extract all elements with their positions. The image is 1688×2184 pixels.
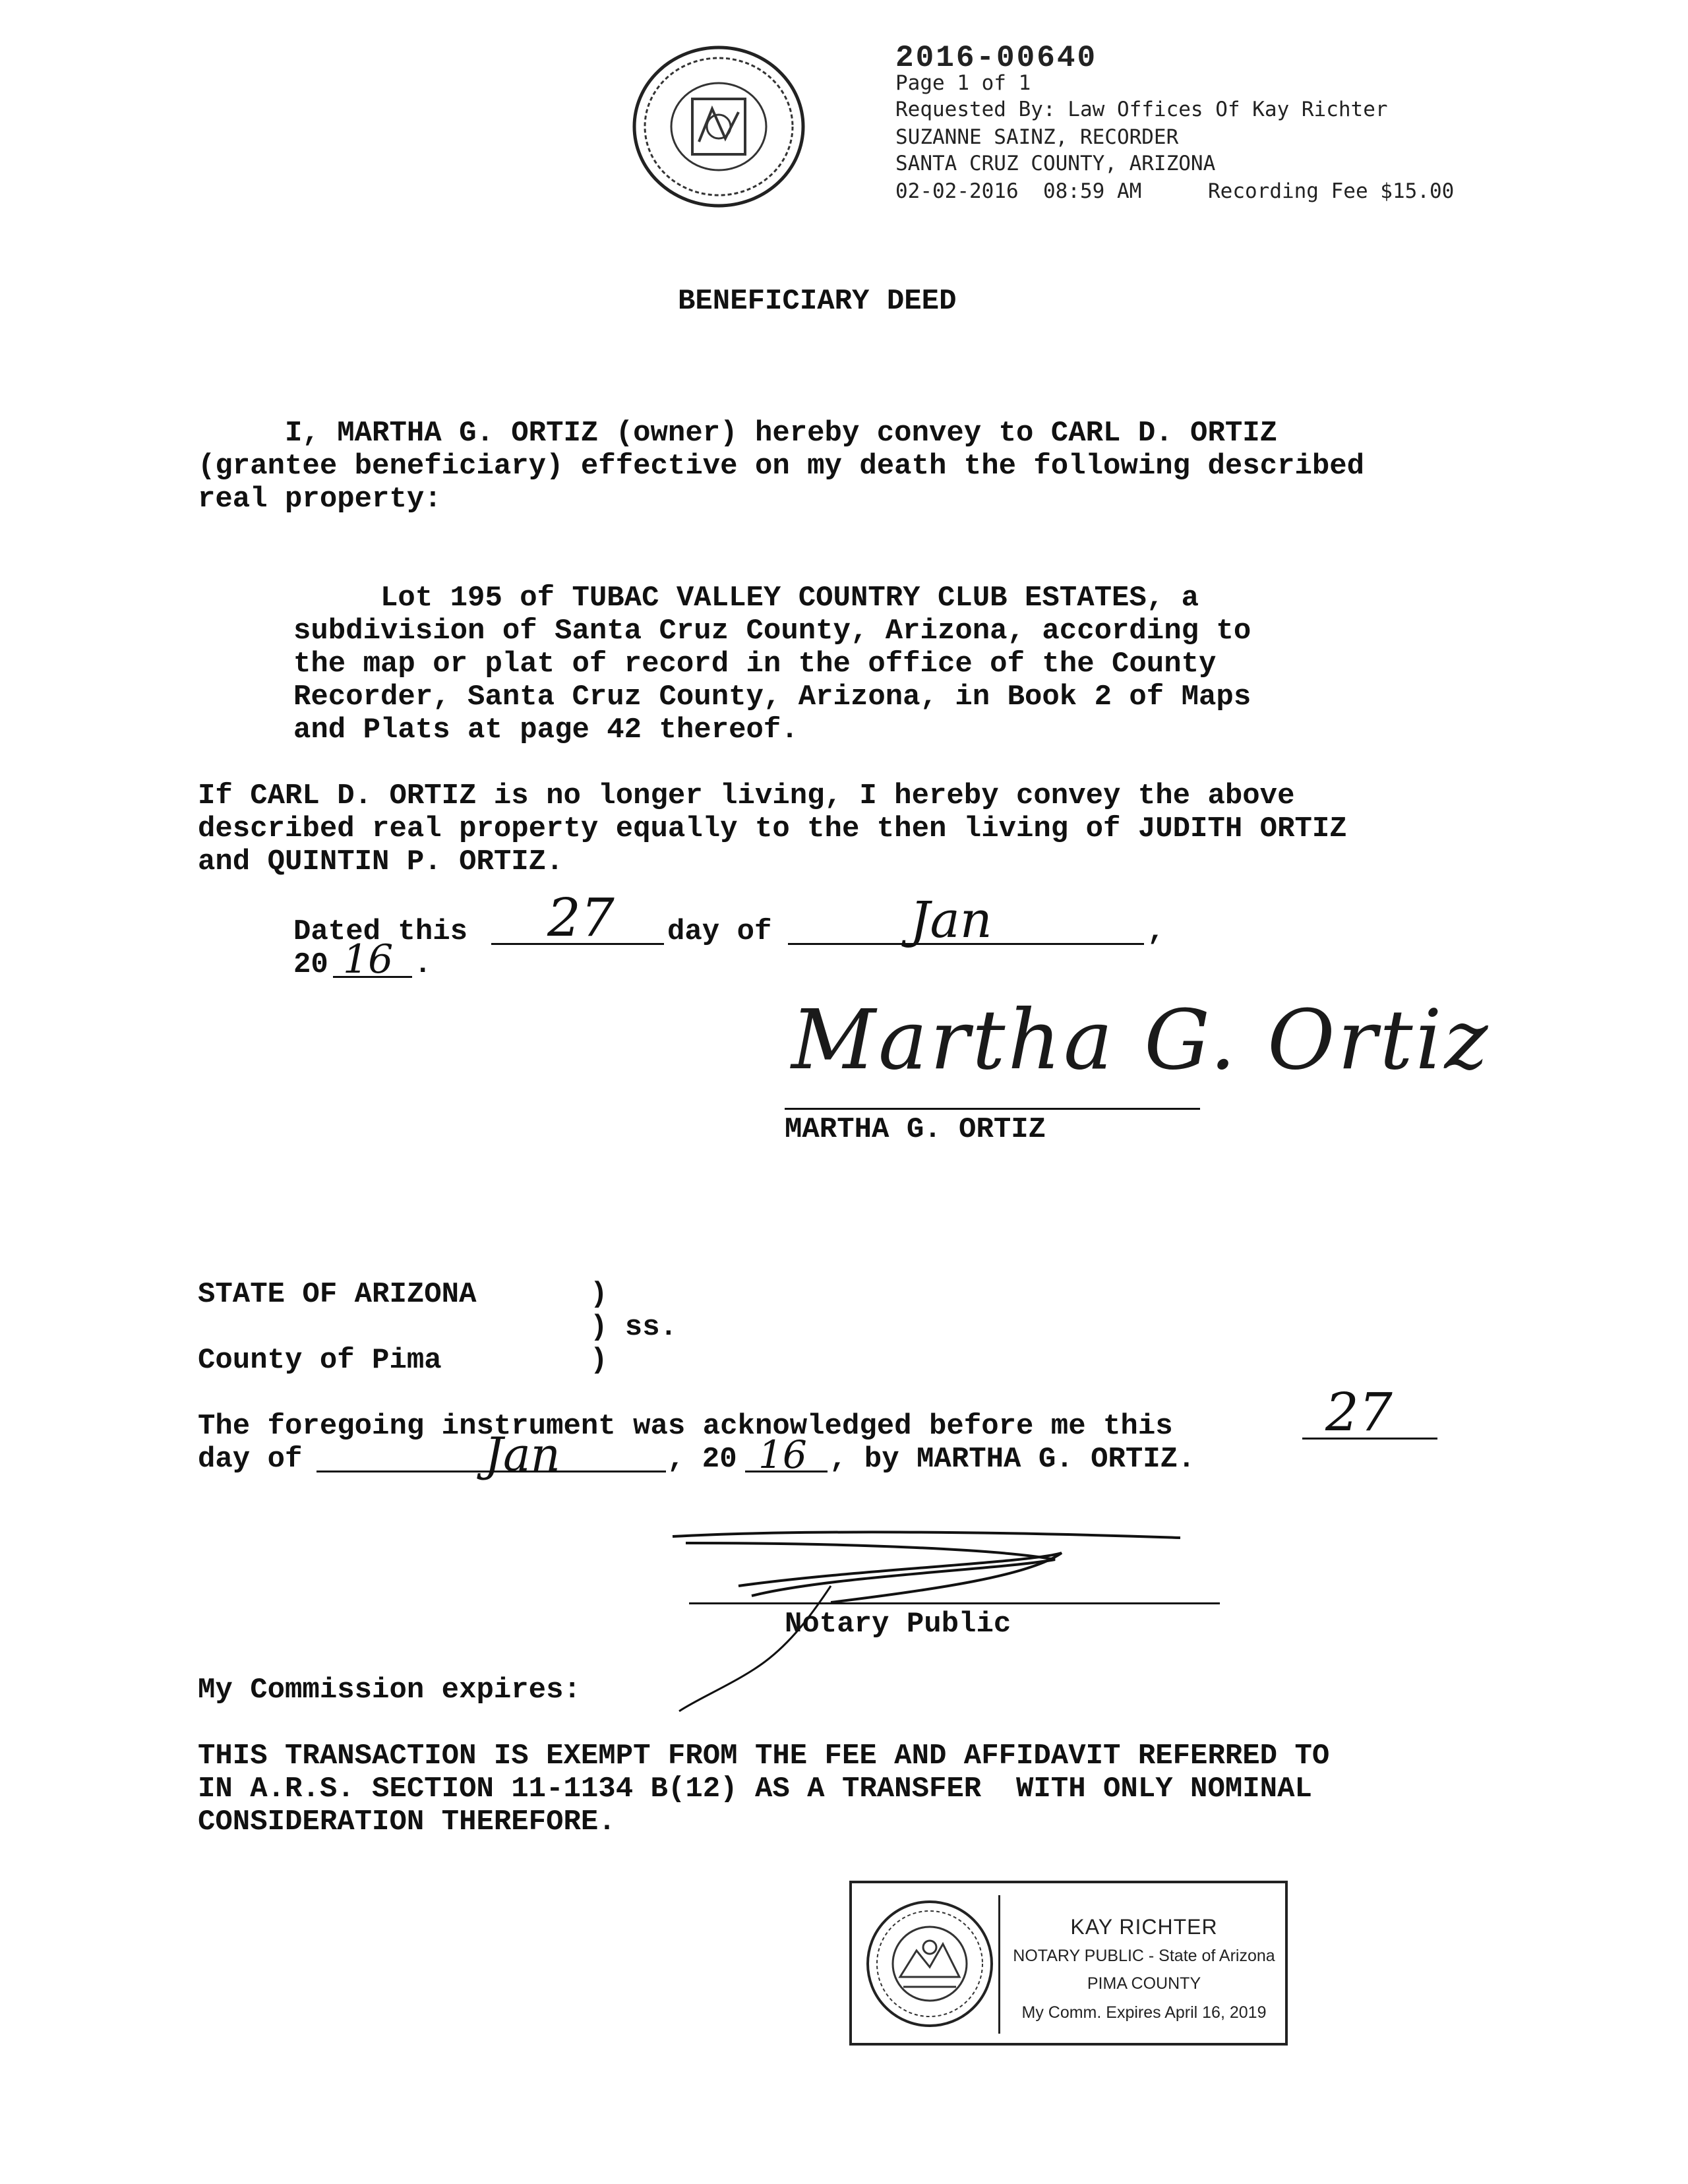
notary-signature-line <box>689 1602 1220 1604</box>
exemption-line-2: IN A.R.S. SECTION 11-1134 B(12) AS A TRANSFER WITH ONLY NOMINAL <box>198 1773 1312 1805</box>
notary-public-label: Notary Public <box>785 1608 1011 1641</box>
stamp-notary-title: NOTARY PUBLIC - State of Arizona <box>1013 1947 1275 1965</box>
recording-requested-by: Requested By: Law Offices Of Kay Richter <box>895 98 1388 121</box>
arizona-state-seal-icon <box>864 1898 996 2030</box>
owner-signature: Martha G. Ortiz <box>791 992 1491 1088</box>
dated-day-handwritten: 27 <box>547 887 615 948</box>
legal-description-line-4: Recorder, Santa Cruz County, Arizona, in Book 2 of Maps <box>293 681 1251 713</box>
acknowledgment-year-prefix: , 20 <box>667 1443 737 1476</box>
acknowledgment-day-handwritten: 27 <box>1325 1381 1393 1443</box>
conveyance-line-1: I, MARTHA G. ORTIZ (owner) hereby convey to CARL D. ORTIZ <box>198 417 1278 450</box>
recorder-seal-icon <box>630 43 808 211</box>
conveyance-line-3: real property: <box>198 483 442 516</box>
acknowledgment-year-handwritten: 16 <box>758 1432 807 1477</box>
recording-page: Page 1 of 1 <box>895 71 1031 95</box>
venue-paren-1: ) <box>590 1278 608 1311</box>
commission-expires-label: My Commission expires: <box>198 1674 581 1707</box>
stamp-notary-name: KAY RICHTER <box>1070 1915 1218 1939</box>
venue-ss: ) ss. <box>590 1311 678 1344</box>
contingent-line-3: and QUINTIN P. ORTIZ. <box>198 845 564 878</box>
signer-name: MARTHA G. ORTIZ <box>785 1113 1046 1146</box>
venue-county: County of Pima <box>198 1344 442 1377</box>
acknowledgment-line-1: The foregoing instrument was acknowledged before me this <box>198 1410 1173 1443</box>
recording-fee: Recording Fee $15.00 <box>1208 179 1455 203</box>
recording-recorder: SUZANNE SAINZ, RECORDER <box>895 125 1179 149</box>
dated-month-handwritten: Jan <box>910 890 992 949</box>
legal-description-line-1: Lot 195 of TUBAC VALLEY COUNTRY CLUB ESTATES, a <box>293 582 1199 615</box>
recording-datetime: 02-02-2016 08:59 AM <box>895 179 1142 203</box>
venue-state: STATE OF ARIZONA <box>198 1278 477 1311</box>
stamp-notary-county: PIMA COUNTY <box>1087 1974 1201 1993</box>
acknowledgment-by: , by MARTHA G. ORTIZ. <box>829 1443 1195 1476</box>
dated-year-handwritten: 16 <box>343 936 394 983</box>
stamp-divider <box>998 1895 1000 2034</box>
notary-stamp <box>849 1881 1288 2046</box>
recording-county: SANTA CRUZ COUNTY, ARIZONA <box>895 152 1216 175</box>
signature-line <box>785 1108 1200 1110</box>
acknowledgment-day-of: day of <box>198 1443 303 1476</box>
dated-comma: , <box>1147 915 1165 948</box>
contingent-line-1: If CARL D. ORTIZ is no longer living, I hereby convey the above <box>198 779 1295 812</box>
stamp-notary-expires: My Comm. Expires April 16, 2019 <box>1021 2003 1267 2022</box>
legal-description-line-3: the map or plat of record in the office of the County <box>293 648 1217 681</box>
exemption-line-1: THIS TRANSACTION IS EXEMPT FROM THE FEE AND AFFIDAVIT REFERRED TO <box>198 1740 1330 1773</box>
conveyance-line-2: (grantee beneficiary) effective on my death the following described <box>198 450 1365 483</box>
acknowledgment-month-handwritten: Jan <box>485 1428 560 1482</box>
legal-description-line-5: and Plats at page 42 thereof. <box>293 713 799 746</box>
dated-mid: day of <box>667 915 772 948</box>
venue-paren-3: ) <box>590 1344 608 1377</box>
dated-year-prefix: 20 <box>293 948 328 981</box>
legal-description-line-2: subdivision of Santa Cruz County, Arizona, according to <box>293 615 1251 648</box>
dated-prefix: Dated this <box>293 915 468 948</box>
recording-doc-number: 2016-00640 <box>895 41 1098 75</box>
document-title: BENEFICIARY DEED <box>678 285 957 318</box>
dated-period: . <box>414 948 432 981</box>
exemption-line-3: CONSIDERATION THEREFORE. <box>198 1805 616 1838</box>
contingent-line-2: described real property equally to the then living of JUDITH ORTIZ <box>198 812 1347 845</box>
